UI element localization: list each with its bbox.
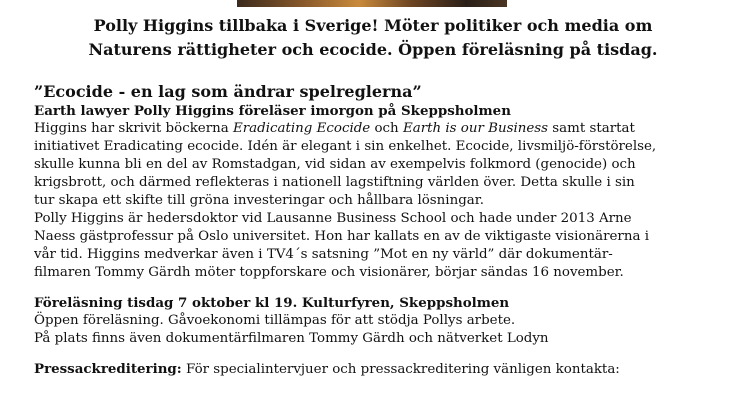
- press-label: Pressackreditering:: [34, 361, 182, 377]
- paragraph-line: initiativet Eradicating ecocide. Idén är elegant i sin enkelhet. Ecocide, livsmiljö-förstörelse,: [34, 139, 657, 154]
- headline-line-1: Polly Higgins tillbaka i Sverige! Möter politiker och media om: [93, 16, 653, 35]
- paragraph-line: Naess gästprofessur på Oslo universitet. Hon har kallats en av de viktigaste visionärerna i: [34, 229, 649, 244]
- paragraph-line: skulle kunna bli en del av Romstadgan, vid sidan av exempelvis folkmord (genocide) och: [34, 157, 636, 172]
- press-text: För specialintervjuer och pressackreditering vänligen kontakta:: [181, 362, 620, 377]
- event-section: [34, 294, 734, 348]
- paragraph-line: Higgins har skrivit böckerna Eradicating Ecocide och Earth is our Business samt startat: [34, 121, 635, 136]
- press-section: [34, 360, 734, 379]
- book-title-earth-is-our-business: Earth is our Business: [402, 121, 549, 136]
- article-body: [34, 82, 734, 379]
- event-line: Öppen föreläsning. Gåvoekonomi tillämpas för att stödja Pollys arbete.: [34, 313, 516, 328]
- event-line: På plats finns även dokumentärfilmaren Tommy Gärdh och nätverket Lodyn: [34, 331, 549, 346]
- book-title-eradicating-ecocide: Eradicating Ecocide: [233, 121, 371, 136]
- headline-line-2: Naturens rättigheter och ecocide. Öppen föreläsning på tisdag.: [88, 40, 658, 59]
- article-subheading: Earth lawyer Polly Higgins föreläser imorgon på Skeppsholmen: [34, 103, 511, 119]
- article-quote-title: ”Ecocide - en lag som ändrar spelreglerna”: [34, 82, 422, 101]
- paragraph-bio: [34, 210, 734, 282]
- header-photo-strip: [237, 0, 507, 7]
- paragraph-books: [34, 120, 734, 210]
- event-title: Föreläsning tisdag 7 oktober kl 19. Kulturfyren, Skeppsholmen: [34, 295, 510, 311]
- paragraph-line: Polly Higgins är hedersdoktor vid Lausanne Business School och hade under 2013 Arne: [34, 211, 632, 226]
- paragraph-line: filmaren Tommy Gärdh möter toppforskare och visionärer, börjar sändas 16 november.: [34, 265, 624, 280]
- paragraph-line: krigsbrott, och därmed reflekteras i nationell lagstiftning världen över. Detta skulle i sin: [34, 175, 635, 190]
- page-headline: [40, 14, 706, 62]
- paragraph-line: vår tid. Higgins medverkar även i TV4´s satsning ”Mot en ny värld” där dokumentär-: [34, 247, 613, 262]
- paragraph-line: tur skapa ett skifte till gröna investeringar och hållbara lösningar.: [34, 193, 484, 208]
